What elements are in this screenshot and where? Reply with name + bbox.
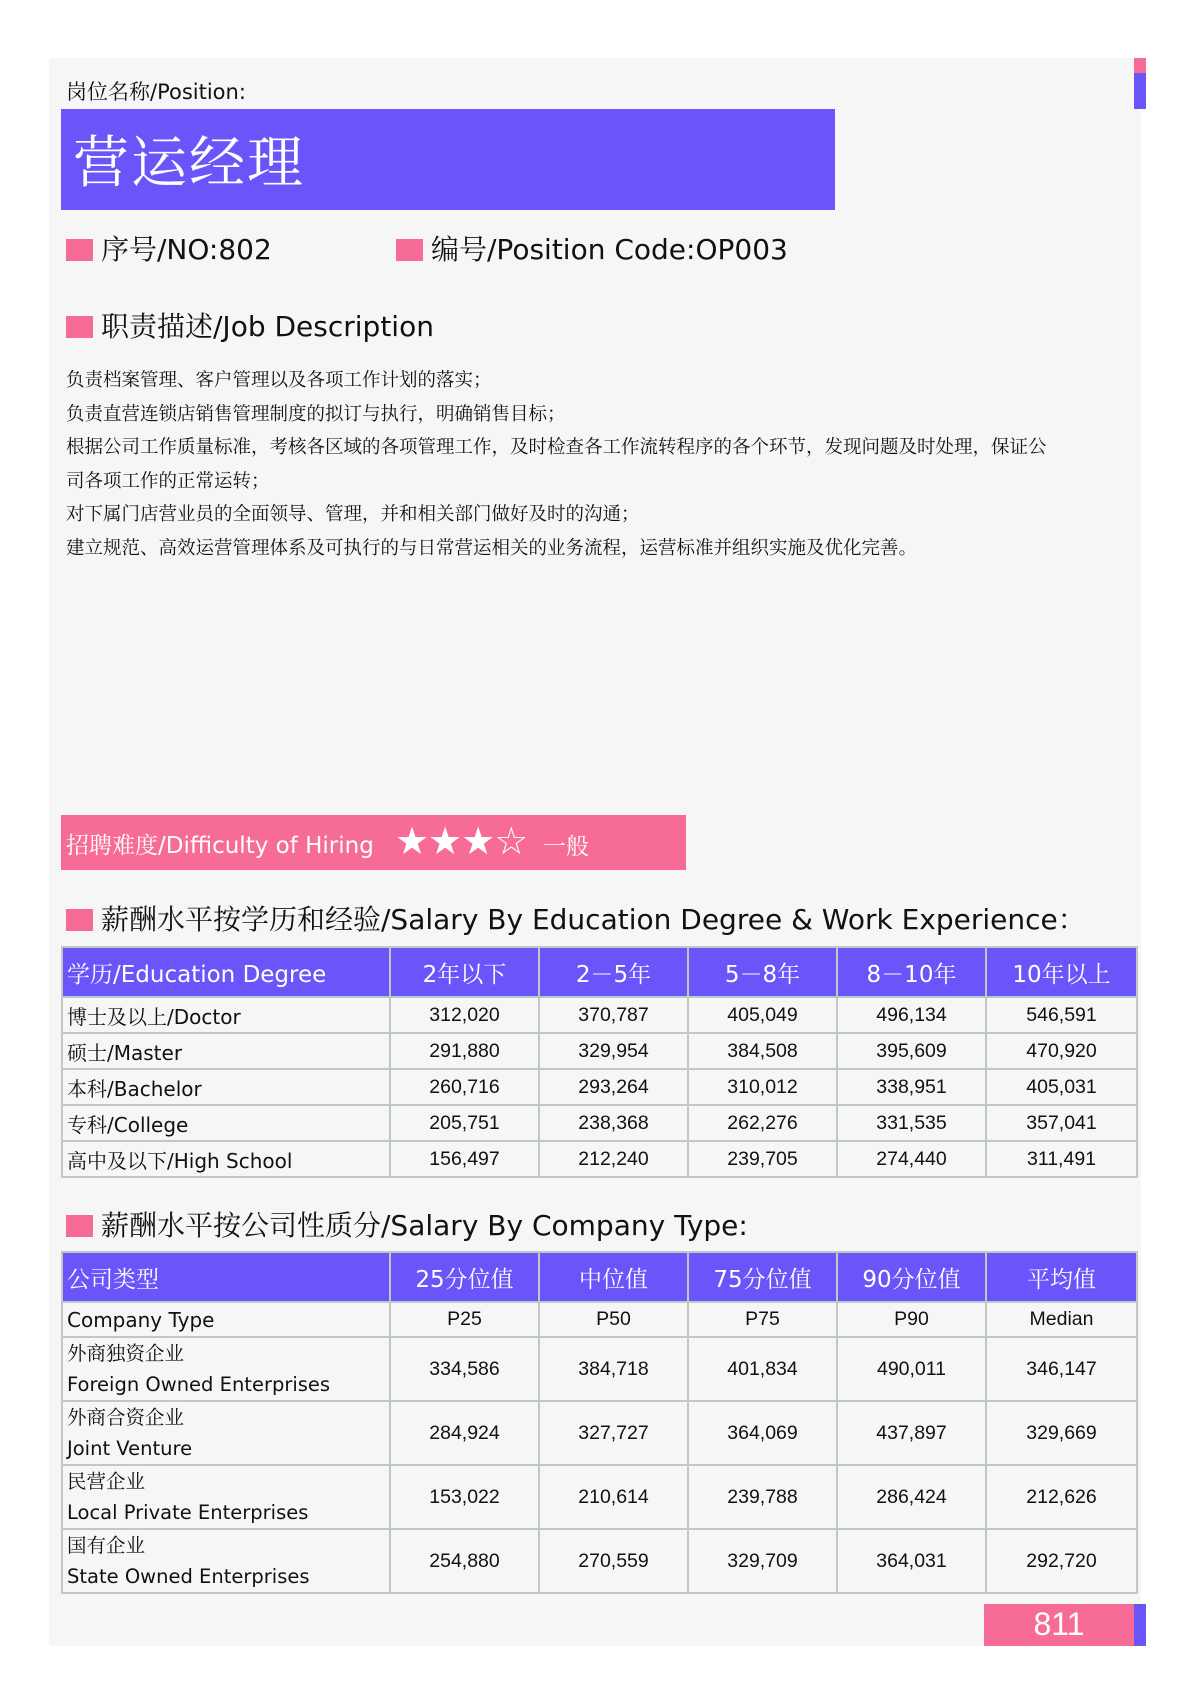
table-cell: 331,535 xyxy=(837,1105,986,1141)
row-label xyxy=(62,1401,390,1465)
table-cell: 327,727 xyxy=(539,1401,688,1465)
bullet-square-icon xyxy=(66,909,93,931)
column-header: 5－8年 xyxy=(688,947,837,997)
star-rating-icon: ★★★☆ xyxy=(395,819,528,863)
job-description-line: 对下属门店营业员的全面领导、管理，并和相关部门做好及时的沟通； xyxy=(66,504,640,525)
position-code: 编号/Position Code:OP003 xyxy=(431,233,788,266)
table-cell: 262,276 xyxy=(688,1105,837,1141)
row-label xyxy=(62,1465,390,1529)
table-cell: 238,368 xyxy=(539,1105,688,1141)
row-label-en: State Owned Enterprises xyxy=(67,1565,310,1588)
table-cell: 260,716 xyxy=(390,1069,539,1105)
table-cell: 205,751 xyxy=(390,1105,539,1141)
page-number: 811 xyxy=(1033,1606,1085,1642)
table-cell: 395,609 xyxy=(837,1033,986,1069)
table-cell: 274,440 xyxy=(837,1141,986,1177)
table-row xyxy=(62,1337,1137,1401)
table-cell: P25 xyxy=(390,1302,539,1337)
table-cell: Median xyxy=(986,1302,1137,1337)
table-cell: 239,705 xyxy=(688,1141,837,1177)
column-header: 8－10年 xyxy=(837,947,986,997)
table-cell: 291,880 xyxy=(390,1033,539,1069)
table-cell: 357,041 xyxy=(986,1105,1137,1141)
row-label: 专科/College xyxy=(62,1105,390,1141)
table-cell: 364,031 xyxy=(837,1529,986,1593)
company-table-heading: 薪酬水平按公司性质分/Salary By Company Type: xyxy=(101,1209,748,1242)
column-header: 25分位值 xyxy=(390,1252,539,1302)
column-header: 中位值 xyxy=(539,1252,688,1302)
table-cell: 370,787 xyxy=(539,997,688,1033)
row-label-en: Joint Venture xyxy=(67,1437,193,1460)
table-row xyxy=(62,1105,1137,1141)
table-cell: 292,720 xyxy=(986,1529,1137,1593)
job-description-heading: 职责描述/Job Description xyxy=(101,310,434,343)
column-header: 平均值 xyxy=(986,1252,1137,1302)
table-cell: 470,920 xyxy=(986,1033,1137,1069)
edu-table-heading: 薪酬水平按学历和经验/Salary By Education Degree & Work Experience： xyxy=(101,903,1086,936)
row-label: Company Type xyxy=(62,1302,390,1337)
column-header: 90分位值 xyxy=(837,1252,986,1302)
row-label xyxy=(62,1337,390,1401)
education-salary-table xyxy=(61,946,1138,1178)
table-row xyxy=(62,1529,1137,1593)
table-cell: 311,491 xyxy=(986,1141,1137,1177)
table-cell: 496,134 xyxy=(837,997,986,1033)
table-cell: 156,497 xyxy=(390,1141,539,1177)
table-cell: 329,669 xyxy=(986,1401,1137,1465)
table-row xyxy=(62,1465,1137,1529)
table-subheader-row xyxy=(62,1302,1137,1337)
job-description-line: 负责直营连锁店销售管理制度的拟订与执行，明确销售目标； xyxy=(66,403,566,425)
row-label-cn: 民营企业 xyxy=(67,1470,146,1493)
page-title: 营运经理 xyxy=(73,131,305,196)
table-cell: 239,788 xyxy=(688,1465,837,1529)
column-header: 2年以下 xyxy=(390,947,539,997)
table-cell: 338,951 xyxy=(837,1069,986,1105)
table-cell: 286,424 xyxy=(837,1465,986,1529)
table-header-row xyxy=(62,947,1137,997)
table-cell: P90 xyxy=(837,1302,986,1337)
table-row xyxy=(62,1033,1137,1069)
position-label: 岗位名称/Position: xyxy=(66,80,246,104)
difficulty-label: 招聘难度/Difficulty of Hiring xyxy=(66,833,374,859)
bullet-square-icon xyxy=(396,239,423,261)
column-header: 10年以上 xyxy=(986,947,1137,997)
column-header: 2－5年 xyxy=(539,947,688,997)
table-cell: P75 xyxy=(688,1302,837,1337)
table-row xyxy=(62,1141,1137,1177)
table-cell: 384,508 xyxy=(688,1033,837,1069)
bullet-square-icon xyxy=(66,1215,93,1237)
bullet-square-icon xyxy=(66,239,93,261)
table-cell: 210,614 xyxy=(539,1465,688,1529)
table-row xyxy=(62,1401,1137,1465)
table-cell: 270,559 xyxy=(539,1529,688,1593)
row-label: 高中及以下/High School xyxy=(62,1141,390,1177)
table-cell: 437,897 xyxy=(837,1401,986,1465)
table-cell: 254,880 xyxy=(390,1529,539,1593)
table-cell: 364,069 xyxy=(688,1401,837,1465)
table-header-row xyxy=(62,1252,1137,1302)
bullet-square-icon xyxy=(66,316,93,338)
position-number: 序号/NO:802 xyxy=(101,233,272,266)
row-label-en: Foreign Owned Enterprises xyxy=(67,1373,331,1396)
job-description-line: 建立规范、高效运营管理体系及可执行的与日常营运相关的业务流程，运营标准并组织实施及优化完善。 xyxy=(66,537,918,559)
table-cell: 153,022 xyxy=(390,1465,539,1529)
table-cell: 401,834 xyxy=(688,1337,837,1401)
table-row xyxy=(62,997,1137,1033)
row-label-en: Local Private Enterprises xyxy=(67,1501,309,1524)
row-label xyxy=(62,1529,390,1593)
table-cell: 384,718 xyxy=(539,1337,688,1401)
job-description-line: 负责档案管理、客户管理以及各项工作计划的落实； xyxy=(66,370,492,391)
table-cell: 212,626 xyxy=(986,1465,1137,1529)
table-cell: 546,591 xyxy=(986,997,1137,1033)
column-header: 学历/Education Degree xyxy=(62,947,390,997)
table-cell: 329,954 xyxy=(539,1033,688,1069)
difficulty-level: 一般 xyxy=(543,834,589,860)
table-cell: P50 xyxy=(539,1302,688,1337)
table-cell: 346,147 xyxy=(986,1337,1137,1401)
row-label: 博士及以上/Doctor xyxy=(62,997,390,1033)
company-salary-table xyxy=(61,1251,1138,1594)
table-cell: 284,924 xyxy=(390,1401,539,1465)
column-header: 75分位值 xyxy=(688,1252,837,1302)
page-number-accent xyxy=(1134,1604,1146,1646)
table-cell: 310,012 xyxy=(688,1069,837,1105)
table-cell: 405,049 xyxy=(688,997,837,1033)
corner-accent-purple xyxy=(1134,73,1146,109)
table-cell: 312,020 xyxy=(390,997,539,1033)
table-row xyxy=(62,1069,1137,1105)
corner-accent-pink xyxy=(1134,58,1146,73)
row-label-cn: 外商独资企业 xyxy=(67,1342,185,1365)
row-label: 硕士/Master xyxy=(62,1033,390,1069)
table-cell: 490,011 xyxy=(837,1337,986,1401)
row-label-cn: 外商合资企业 xyxy=(67,1406,185,1429)
job-description-line: 司各项工作的正常运转； xyxy=(66,470,270,492)
table-cell: 405,031 xyxy=(986,1069,1137,1105)
table-cell: 329,709 xyxy=(688,1529,837,1593)
job-description-line: 根据公司工作质量标准，考核各区域的各项管理工作，及时检查各工作流转程序的各个环节，发现问题及时处理，保证公 xyxy=(66,437,1047,458)
job-description xyxy=(66,364,1138,565)
table-cell: 334,586 xyxy=(390,1337,539,1401)
row-label: 本科/Bachelor xyxy=(62,1069,390,1105)
table-cell: 212,240 xyxy=(539,1141,688,1177)
row-label-cn: 国有企业 xyxy=(67,1534,146,1557)
column-header: 公司类型 xyxy=(62,1252,390,1302)
table-cell: 293,264 xyxy=(539,1069,688,1105)
